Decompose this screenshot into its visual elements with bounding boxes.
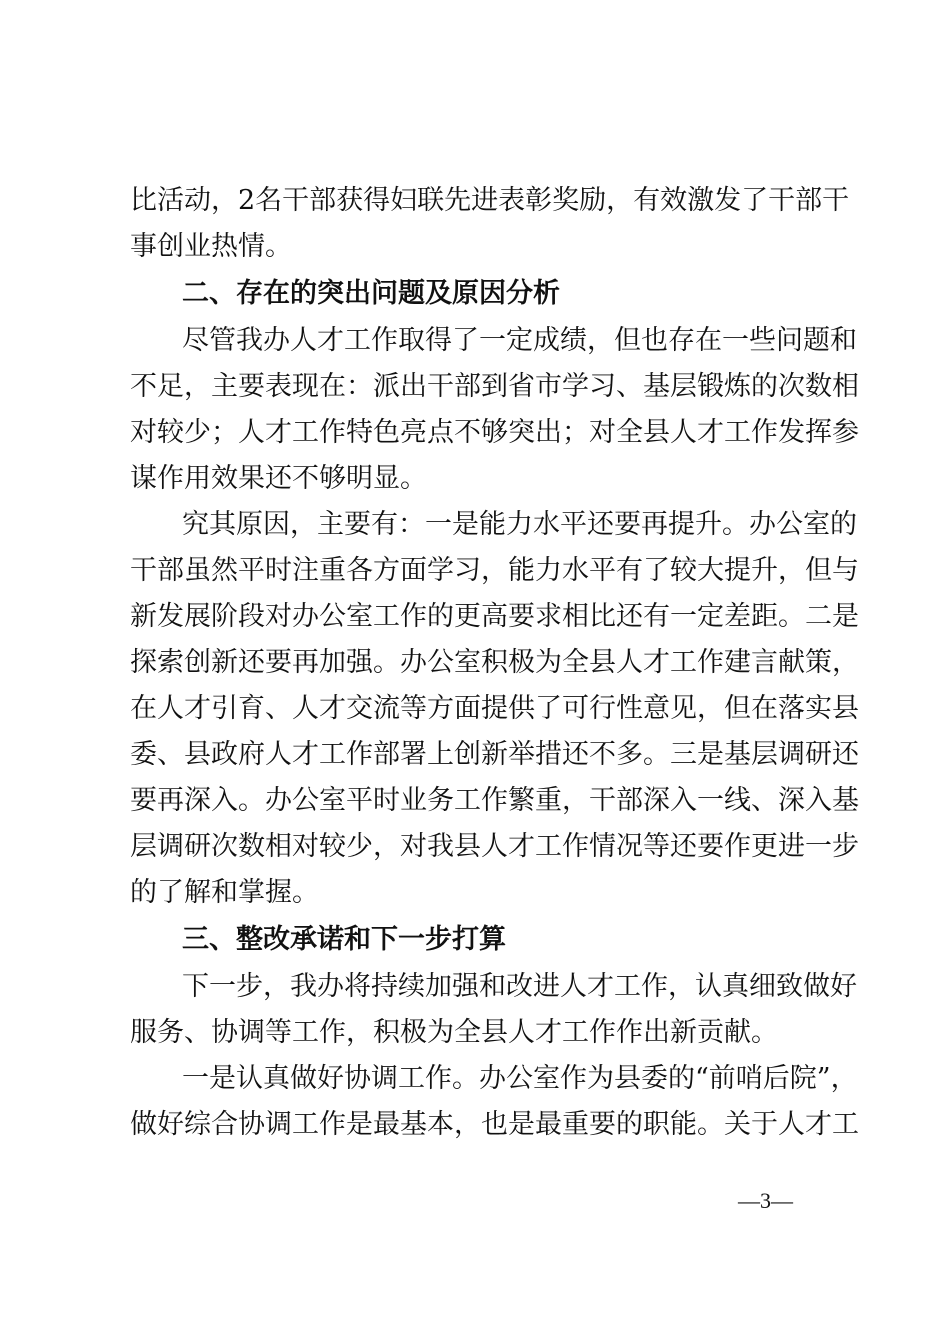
paragraph-line: 究其原因，主要有：一是能力水平还要再提升。办公室的 — [182, 509, 857, 540]
paragraph-line: 在人才引育、人才交流等方面提供了可行性意见，但在落实县 — [130, 693, 859, 724]
paragraph — [130, 318, 859, 502]
paragraph-line: 不足，主要表现在：派出干部到省市学习、基层锻炼的次数相 — [130, 371, 859, 402]
paragraph — [130, 964, 857, 1056]
paragraph — [130, 1056, 859, 1148]
paragraph-line: 比活动，2名干部获得妇联先进表彰奖励，有效激发了干部干 — [130, 185, 850, 216]
paragraph-line: 的了解和掌握。 — [130, 877, 319, 908]
paragraph-line: 一是认真做好协调工作。办公室作为县委的“前哨后院”， — [182, 1063, 858, 1094]
paragraph — [130, 502, 859, 916]
document-page-body — [130, 178, 859, 1148]
paragraph — [130, 178, 850, 270]
paragraph-line: 探索创新还要再加强。办公室积极为全县人才工作建言献策， — [130, 647, 859, 678]
paragraph-line: 服务、协调等工作，积极为全县人才工作作出新贡献。 — [130, 1017, 778, 1048]
paragraph-line: 干部虽然平时注重各方面学习，能力水平有了较大提升，但与 — [130, 555, 859, 586]
paragraph-line: 下一步，我办将持续加强和改进人才工作，认真细致做好 — [182, 971, 857, 1002]
paragraph-line: 做好综合协调工作是最基本，也是最重要的职能。关于人才工 — [130, 1109, 859, 1140]
page-number: —3— — [738, 1188, 793, 1213]
paragraph-line: 对较少；人才工作特色亮点不够突出；对全县人才工作发挥参 — [130, 417, 859, 448]
paragraph-line: 新发展阶段对办公室工作的更高要求相比还有一定差距。二是 — [130, 601, 859, 632]
paragraph-line: 要再深入。办公室平时业务工作繁重，干部深入一线、深入基 — [130, 785, 859, 816]
paragraph-line: 事创业热情。 — [130, 231, 292, 262]
paragraph-line: 尽管我办人才工作取得了一定成绩，但也存在一些问题和 — [182, 325, 857, 356]
paragraph-line: 委、县政府人才工作部署上创新举措还不多。三是基层调研还 — [130, 739, 859, 770]
paragraph-line: 谋作用效果还不够明显。 — [130, 463, 427, 494]
paragraph-line: 层调研次数相对较少，对我县人才工作情况等还要作更进一步 — [130, 831, 859, 862]
heading-text: 二、存在的突出问题及原因分析 — [182, 278, 560, 309]
section-heading — [130, 916, 816, 964]
heading-text: 三、整改承诺和下一步打算 — [182, 924, 506, 955]
section-heading — [130, 270, 816, 318]
